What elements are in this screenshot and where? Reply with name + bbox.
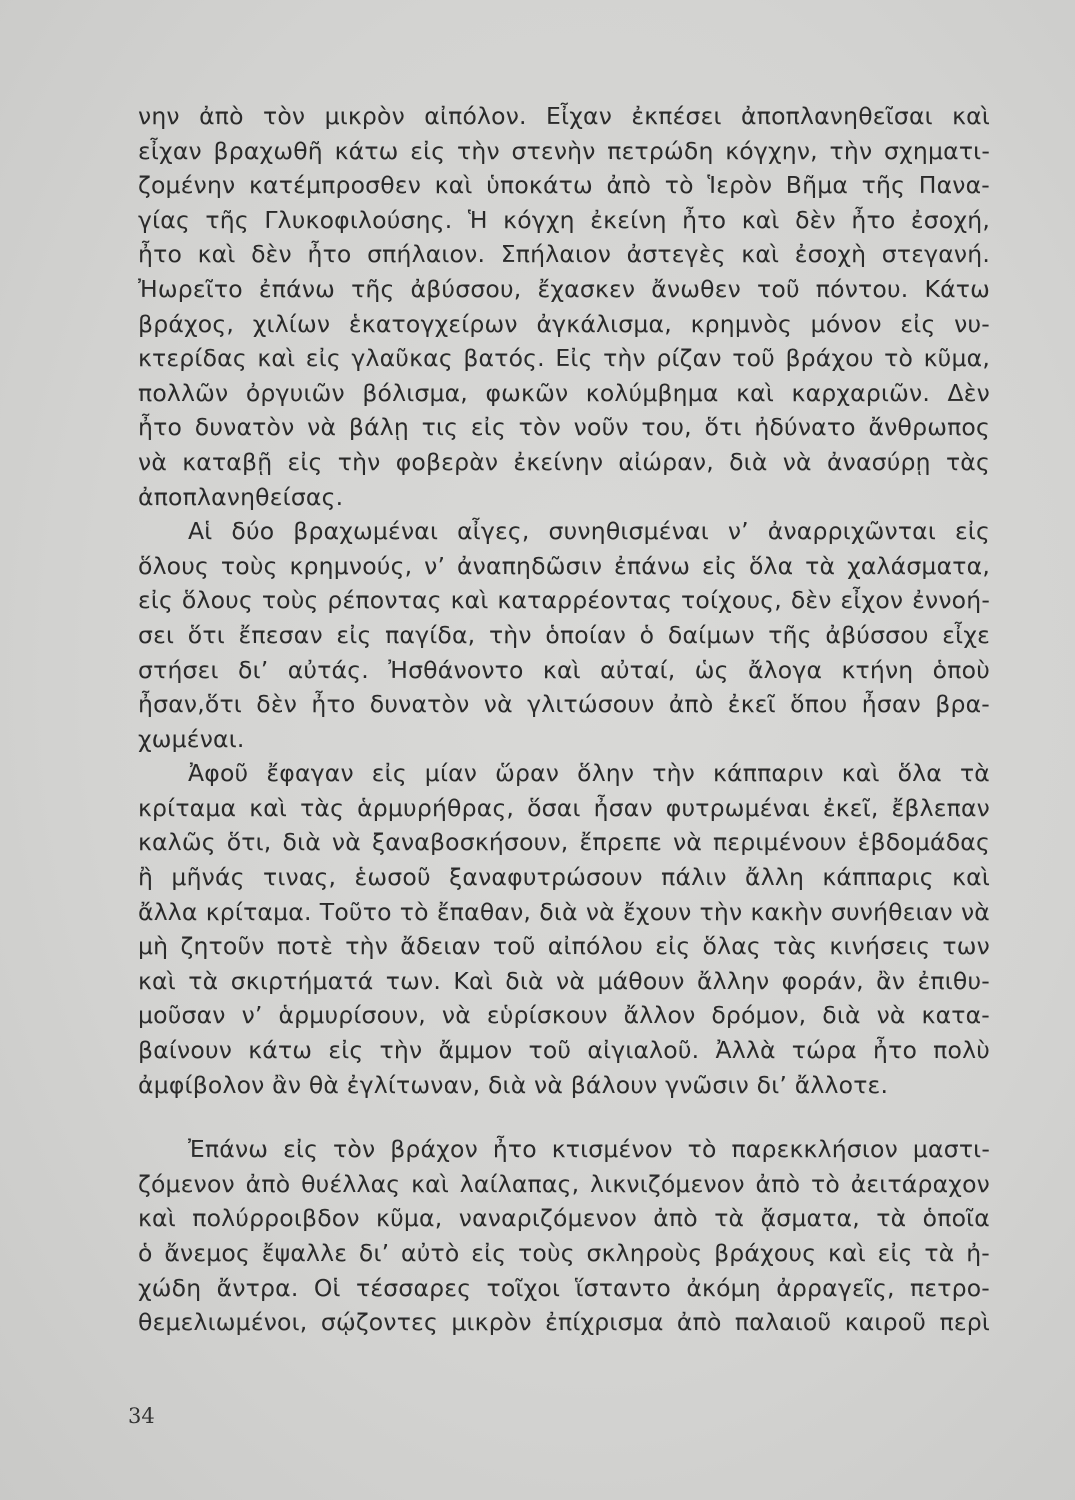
text-line: κρίταμα καὶ τὰς ἁρμυρήθρας, ὅσαι ἦσαν φυτρωμέναι ἐκεῖ, ἔβλεπαν [138,793,990,822]
text-line: νὰ καταβῇ εἰς τὴν φοβερὰν ἐκείνην αἰώραν, διὰ νὰ ἀνασύρῃ τὰς [138,447,990,476]
text-line: Ἐπάνω εἰς τὸν βράχον ἦτο κτισμένον τὸ παρεκκλήσιον μαστι- [188,1135,990,1164]
text-line: χωμέναι. [138,724,245,753]
paragraph-spacer [138,1102,990,1132]
body-text [138,99,990,1340]
text-line: εἰς ὅλους τοὺς ρέποντας καὶ καταρρέοντας τοίχους, δὲν εἶχον ἐννοή- [138,586,990,615]
text-line: ἦτο δυνατὸν νὰ βάλῃ τις εἰς τὸν νοῦν του, ὅτι ἠδύνατο ἄνθρωπος [138,413,990,442]
page-number: 34 [128,1404,155,1428]
text-line: ζομένην κατέμπροσθεν καὶ ὑποκάτω ἀπὸ τὸ Ἱερὸν Βῆμα τῆς Πανα- [138,171,990,200]
text-line: μὴ ζητοῦν ποτὲ τὴν ἄδειαν τοῦ αἰπόλου εἰς ὅλας τὰς κινήσεις των [138,932,990,961]
text-line: καλῶς ὅτι, διὰ νὰ ξαναβοσκήσουν, ἔπρεπε νὰ περιμένουν ἑβδομάδας [138,828,990,857]
text-line: ἀμφίβολον ἂν θὰ ἐγλίτωναν, διὰ νὰ βάλουν γνῶσιν δι’ ἄλλοτε. [138,1070,889,1099]
text-line: εἶχαν βραχωθῆ κάτω εἰς τὴν στενὴν πετρώδη κόγχην, τὴν σχηματι- [138,136,990,165]
text-line: πολλῶν ὀργυιῶν βόλισμα, φωκῶν κολύμβημα καὶ καρχαριῶν. Δὲν [138,378,990,407]
text-line: μοῦσαν ν’ ἁρμυρίσουν, νὰ εὑρίσκουν ἄλλον δρόμον, διὰ νὰ κατα- [138,1001,990,1030]
text-line: νην ἀπὸ τὸν μικρὸν αἰπόλον. Εἶχαν ἐκπέσει ἀποπλανηθεῖσαι καὶ [138,102,990,130]
text-line: ζόμενον ἀπὸ θυέλλας καὶ λαίλαπας, λικνιζόμενον ἀπὸ τὸ ἀειτάραχον [138,1169,990,1198]
text-line: καὶ τὰ σκιρτήματά των. Καὶ διὰ νὰ μάθουν ἄλλην φοράν, ἂν ἐπιθυ- [138,966,990,995]
text-line: ἄλλα κρίταμα. Τοῦτο τὸ ἔπαθαν, διὰ νὰ ἔχουν τὴν κακὴν συνήθειαν νὰ [138,897,990,926]
paragraph-1 [138,99,990,514]
text-line: κτερίδας καὶ εἰς γλαῦκας βατός. Εἰς τὴν ρίζαν τοῦ βράχου τὸ κῦμα, [138,344,990,373]
text-line: Ἠωρεῖτο ἐπάνω τῆς ἀβύσσου, ἔχασκεν ἄνωθεν τοῦ πόντου. Κάτω [138,274,990,303]
text-line: ἀποπλανηθείσας. [138,482,344,511]
text-line: ἦτο καὶ δὲν ἦτο σπήλαιον. Σπήλαιον ἀστεγὲς καὶ ἐσοχὴ στεγανή. [138,240,990,269]
paragraph-2 [138,514,990,756]
text-line: βαίνουν κάτω εἰς τὴν ἄμμον τοῦ αἰγιαλοῦ. Ἀλλὰ τώρα ἦτο πολὺ [138,1036,990,1065]
text-line: χώδη ἄντρα. Οἱ τέσσαρες τοῖχοι ἵσταντο ἀκόμη ἀρραγεῖς, πετρο- [138,1273,990,1302]
text-line: θεμελιωμένοι, σῴζοντες μικρὸν ἐπίχρισμα ἀπὸ παλαιοῦ καιροῦ περὶ [138,1308,990,1337]
text-line: σει ὅτι ἔπεσαν εἰς παγίδα, τὴν ὁποίαν ὁ δαίμων τῆς ἀβύσσου εἶχε [138,620,990,649]
text-line: στήσει δι’ αὐτάς. Ἠσθάνοντο καὶ αὐταί, ὡς ἄλογα κτήνη ὁποὺ [138,655,990,684]
text-line: Αἱ δύο βραχωμέναι αἶγες, συνηθισμέναι ν’ ἀναρριχῶνται εἰς [188,517,990,546]
paragraph-4 [138,1132,990,1340]
text-line: ὅλους τοὺς κρημνούς, ν’ ἀναπηδῶσιν ἐπάνω εἰς ὅλα τὰ χαλάσματα, [138,551,990,580]
text-line: ἢ μῆνάς τινας, ἑωσοῦ ξαναφυτρώσουν πάλιν ἄλλη κάππαρις καὶ [138,863,990,892]
text-line: ὁ ἄνεμος ἔψαλλε δι’ αὐτὸ εἰς τοὺς σκληροὺς βράχους καὶ εἰς τὰ ἠ- [138,1239,990,1267]
text-line: Ἀφοῦ ἔφαγαν εἰς μίαν ὥραν ὅλην τὴν κάππαριν καὶ ὅλα τὰ [188,759,990,788]
text-line: καὶ πολύρροιβδον κῦμα, ναναριζόμενον ἀπὸ τὰ ᾄσματα, τὰ ὁποῖα [138,1204,990,1233]
text-line: γίας τῆς Γλυκοφιλούσης. Ἡ κόγχη ἐκείνη ἦτο καὶ δὲν ἦτο ἐσοχή, [138,205,990,234]
text-line: ἦσαν,ὅτι δὲν ἦτο δυνατὸν νὰ γλιτώσουν ἀπὸ ἐκεῖ ὅπου ἦσαν βρα- [138,690,990,719]
paragraph-3 [138,756,990,1102]
text-line: βράχος, χιλίων ἑκατογχείρων ἀγκάλισμα, κρημνὸς μόνον εἰς νυ- [138,309,990,338]
